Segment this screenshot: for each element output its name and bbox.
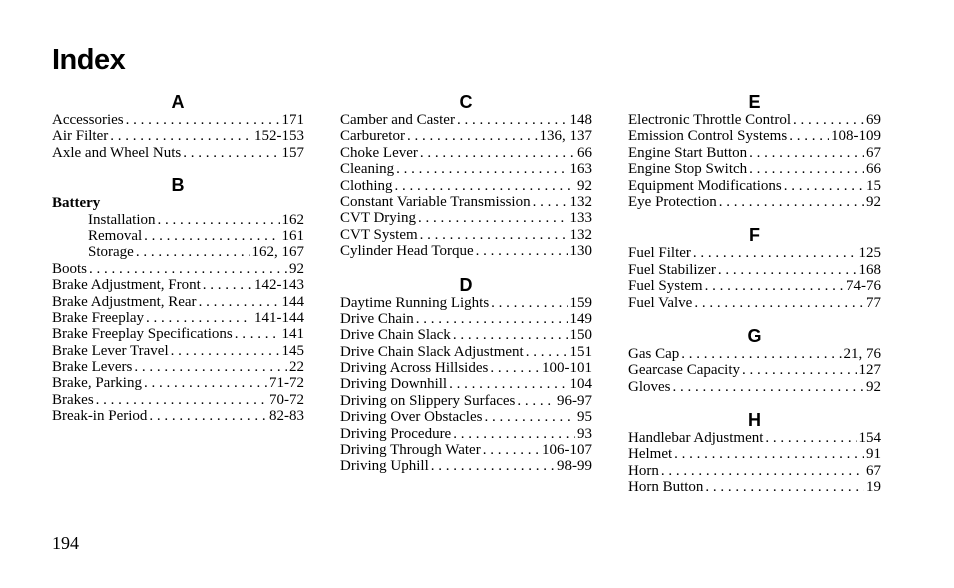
- index-entry: [52, 359, 304, 375]
- entry-term: Handlebar Adjustment: [628, 430, 764, 447]
- dot-leader: [517, 393, 555, 409]
- index-entry: [340, 458, 592, 474]
- section-d: [340, 275, 592, 475]
- entry-term: Driving Over Obstacles: [340, 409, 483, 426]
- index-entry: [340, 327, 592, 343]
- dot-leader: [705, 479, 864, 495]
- section-letter-c: C: [459, 92, 473, 112]
- entry-pages: 144: [281, 293, 304, 310]
- entry-term: Air Filter: [52, 128, 109, 145]
- dot-leader: [457, 112, 568, 128]
- index-entry: [52, 310, 304, 326]
- entry-pages: 67: [866, 462, 881, 479]
- index-entry: [628, 479, 881, 495]
- section-h: [628, 410, 881, 496]
- section-e: [628, 92, 881, 210]
- index-entry: [52, 128, 304, 144]
- page-number: 194: [52, 533, 79, 553]
- entry-pages: 92: [866, 378, 881, 395]
- entry-pages: 142-143: [254, 277, 304, 294]
- entry-pages: 127: [858, 362, 881, 379]
- entry-term: Fuel System: [628, 278, 703, 295]
- dot-leader: [96, 392, 267, 408]
- dot-leader: [793, 112, 864, 128]
- entry-pages: 15: [866, 177, 881, 194]
- index-sub-entry: [52, 212, 304, 228]
- entry-term: Horn: [628, 462, 659, 479]
- index-entry: [628, 379, 881, 395]
- entry-pages: 66: [577, 144, 592, 161]
- entry-term: Fuel Valve: [628, 294, 693, 311]
- entry-pages: 163: [569, 161, 592, 178]
- entry-pages: 74-76: [846, 278, 881, 295]
- entry-pages: 132: [569, 226, 592, 243]
- entry-pages: 168: [858, 261, 881, 278]
- dot-leader: [719, 194, 864, 210]
- entry-pages: 148: [569, 112, 592, 128]
- entry-term: Driving Downhill: [340, 376, 448, 393]
- dot-leader: [235, 326, 280, 342]
- entry-pages: 145: [281, 342, 304, 359]
- dot-leader: [742, 362, 856, 378]
- entry-term: Brake Lever Travel: [52, 342, 169, 359]
- entry-pages: 159: [569, 294, 592, 311]
- entry-term: Brake Adjustment, Rear: [52, 293, 197, 310]
- entry-term: CVT Drying: [340, 210, 416, 227]
- dot-leader: [749, 145, 864, 161]
- entry-pages: 104: [569, 376, 592, 393]
- entry-pages: 92: [577, 177, 592, 194]
- entry-term: Gearcase Capacity: [628, 362, 741, 379]
- entry-pages: 93: [577, 425, 592, 442]
- index-entry: [340, 112, 592, 128]
- index-entry: [628, 178, 881, 194]
- entry-term: Brake Adjustment, Front: [52, 277, 201, 294]
- entry-term: Daytime Running Lights: [340, 294, 490, 311]
- entry-pages: 66: [866, 161, 881, 178]
- dot-leader: [416, 311, 568, 327]
- entry-pages: 152-153: [254, 128, 304, 145]
- dot-leader: [491, 295, 567, 311]
- index-entry: [52, 261, 304, 277]
- entry-term: Brake Freeplay: [52, 309, 145, 326]
- index-entry: [52, 343, 304, 359]
- entry-term: Cleaning: [340, 161, 395, 178]
- index-column-1: [52, 92, 304, 425]
- dot-leader: [89, 261, 287, 277]
- entry-pages: 162, 167: [251, 244, 304, 261]
- index-heading-battery: Battery: [52, 195, 101, 212]
- index-entry: [52, 145, 304, 161]
- section-a: [52, 92, 304, 161]
- index-entry: [628, 278, 881, 294]
- entry-pages: 157: [281, 144, 304, 161]
- entry-term: Gas Cap: [628, 345, 680, 362]
- entry-term: Driving Across Hillsides: [340, 360, 489, 377]
- dot-leader: [718, 262, 857, 278]
- entry-term: CVT System: [340, 226, 418, 243]
- entry-term: Clothing: [340, 177, 393, 194]
- entries-g: [628, 346, 881, 395]
- index-entry: [52, 277, 304, 293]
- entry-term: Accessories: [52, 112, 124, 128]
- entry-term: Drive Chain Slack: [340, 327, 451, 344]
- entry-term: Brake, Parking: [52, 375, 142, 392]
- entry-term: Choke Lever: [340, 144, 418, 161]
- section-letter-d: D: [459, 274, 473, 295]
- dot-leader: [136, 244, 250, 260]
- index-column-3: [628, 92, 881, 496]
- dot-leader: [449, 376, 567, 392]
- entry-term: Horn Button: [628, 479, 704, 496]
- entry-term: Fuel Filter: [628, 245, 691, 262]
- entry-pages: 108-109: [831, 128, 881, 145]
- entry-term: Cylinder Head Torque: [340, 243, 474, 260]
- index-entry: [628, 112, 881, 128]
- dot-leader: [134, 359, 287, 375]
- dot-leader: [171, 343, 280, 359]
- index-entry: [340, 178, 592, 194]
- index-entry: [52, 392, 304, 408]
- entry-pages: 132: [569, 193, 592, 210]
- dot-leader: [483, 442, 540, 458]
- index-entry: [340, 145, 592, 161]
- index-entry: [628, 295, 881, 311]
- index-entry: [52, 375, 304, 391]
- entry-pages: 69: [866, 112, 881, 128]
- index-entry: [340, 376, 592, 392]
- index-entry: [52, 112, 304, 128]
- index-entry: [628, 245, 881, 261]
- dot-leader: [203, 277, 252, 293]
- dot-leader: [789, 128, 829, 144]
- dot-leader: [533, 194, 568, 210]
- dot-leader: [199, 294, 280, 310]
- entries-e: [628, 112, 881, 210]
- section-letter-b: B: [171, 175, 185, 196]
- index-entry: [340, 426, 592, 442]
- dot-leader: [396, 161, 567, 177]
- entry-pages: 92: [866, 193, 881, 210]
- dot-leader: [407, 128, 538, 144]
- section-c: [340, 92, 592, 260]
- entry-pages: 77: [866, 294, 881, 311]
- index-entry: [340, 393, 592, 409]
- entry-pages: 96-97: [557, 392, 592, 409]
- entry-pages: 70-72: [269, 391, 304, 408]
- entry-term: Driving Procedure: [340, 425, 452, 442]
- index-entry: [340, 311, 592, 327]
- section-letter-h: H: [748, 410, 761, 431]
- entry-term: Boots: [52, 260, 88, 277]
- dot-leader: [681, 346, 841, 362]
- entry-pages: 171: [281, 112, 304, 128]
- dot-leader: [146, 310, 252, 326]
- entry-term: Helmet: [628, 446, 673, 463]
- entry-pages: 22: [289, 359, 304, 376]
- index-entry: [628, 128, 881, 144]
- dot-leader: [395, 178, 575, 194]
- entry-pages: 92: [289, 260, 304, 277]
- entry-term: Brake Levers: [52, 359, 133, 376]
- entry-pages: 141: [281, 326, 304, 343]
- entry-term: Driving on Slippery Surfaces: [340, 392, 516, 409]
- entry-term: Removal: [88, 227, 143, 244]
- entry-term: Constant Variable Transmission: [340, 193, 531, 210]
- dot-leader: [694, 295, 864, 311]
- index-entry: [628, 430, 881, 446]
- entry-term: Engine Stop Switch: [628, 161, 748, 178]
- index-entry: [340, 409, 592, 425]
- dot-leader: [418, 210, 568, 226]
- entry-term: Engine Start Button: [628, 144, 748, 161]
- sub-entries-battery: [52, 212, 304, 261]
- dot-leader: [765, 430, 856, 446]
- entry-pages: 130: [569, 243, 592, 260]
- entry-term: Gloves: [628, 378, 671, 395]
- dot-leader: [673, 379, 865, 395]
- entry-term: Electronic Throttle Control: [628, 112, 792, 128]
- index-entry: [340, 128, 592, 144]
- entry-pages: 149: [569, 310, 592, 327]
- index-entry: [340, 227, 592, 243]
- dot-leader: [674, 446, 864, 462]
- entry-pages: 106-107: [542, 442, 592, 459]
- dot-leader: [144, 375, 267, 391]
- dot-leader: [453, 426, 575, 442]
- index-column-2: [340, 92, 592, 475]
- index-entry: [340, 442, 592, 458]
- dot-leader: [484, 409, 575, 425]
- dot-leader: [476, 243, 568, 259]
- dot-leader: [526, 344, 568, 360]
- entry-term: Emission Control Systems: [628, 128, 788, 145]
- index-entry: [628, 346, 881, 362]
- section-f: [628, 225, 881, 311]
- entry-pages: 82-83: [269, 408, 304, 425]
- entry-pages: 133: [569, 210, 592, 227]
- entry-term: Eye Protection: [628, 193, 717, 210]
- index-entry: [340, 210, 592, 226]
- index-entry: [340, 360, 592, 376]
- index-entry: [628, 194, 881, 210]
- dot-leader: [144, 228, 279, 244]
- entry-pages: 154: [858, 430, 881, 447]
- index-entry: [340, 243, 592, 259]
- entry-pages: 71-72: [269, 375, 304, 392]
- entry-pages: 95: [577, 409, 592, 426]
- index-entry: [340, 344, 592, 360]
- entry-term: Installation: [88, 211, 156, 228]
- entry-pages: 162: [281, 211, 304, 228]
- dot-leader: [110, 128, 252, 144]
- entry-pages: 151: [569, 343, 592, 360]
- entry-term: Camber and Caster: [340, 112, 455, 128]
- index-entry: [628, 362, 881, 378]
- page-title: Index: [52, 44, 126, 76]
- dot-leader: [661, 463, 864, 479]
- index-entry: [340, 295, 592, 311]
- entry-term: Driving Uphill: [340, 458, 429, 475]
- entry-term: Drive Chain Slack Adjustment: [340, 343, 524, 360]
- entry-term: Fuel Stabilizer: [628, 261, 716, 278]
- dot-leader: [431, 458, 555, 474]
- entry-pages: 67: [866, 144, 881, 161]
- entry-pages: 98-99: [557, 458, 592, 475]
- entry-pages: 161: [281, 227, 304, 244]
- entry-pages: 125: [858, 245, 881, 262]
- index-entry: [340, 194, 592, 210]
- dot-leader: [420, 145, 575, 161]
- entry-term: Equipment Modifications: [628, 177, 782, 194]
- entry-term: Drive Chain: [340, 310, 414, 327]
- entry-pages: 150: [569, 327, 592, 344]
- index-sub-entry: [52, 228, 304, 244]
- index-entry: [628, 463, 881, 479]
- dot-leader: [183, 145, 279, 161]
- section-letter-a: A: [171, 92, 185, 112]
- entry-pages: 91: [866, 446, 881, 463]
- entry-pages: 141-144: [254, 309, 304, 326]
- dot-leader: [693, 245, 857, 261]
- entry-term: Storage: [88, 244, 134, 261]
- index-entry: [628, 262, 881, 278]
- index-entry: [52, 326, 304, 342]
- section-b: [52, 175, 304, 424]
- entry-term: Brake Freeplay Specifications: [52, 326, 233, 343]
- index-entry: [340, 161, 592, 177]
- section-letter-g: G: [747, 325, 762, 346]
- entry-term: Carburetor: [340, 128, 405, 145]
- dot-leader: [453, 327, 568, 343]
- entries-d: [340, 295, 592, 475]
- index-entry: [628, 145, 881, 161]
- entry-pages: 136, 137: [539, 128, 592, 145]
- dot-leader: [158, 212, 280, 228]
- entries-f: [628, 245, 881, 311]
- entry-pages: 21, 76: [843, 345, 881, 362]
- index-entry: [628, 161, 881, 177]
- dot-leader: [420, 227, 568, 243]
- section-g: [628, 326, 881, 395]
- entries-h: [628, 430, 881, 496]
- dot-leader: [149, 408, 267, 424]
- entry-pages: 100-101: [542, 360, 592, 377]
- section-letter-e: E: [748, 92, 761, 112]
- index-entry: [628, 446, 881, 462]
- dot-leader: [705, 278, 844, 294]
- entries-c: [340, 112, 592, 260]
- dot-leader: [749, 161, 864, 177]
- entry-pages: 19: [866, 479, 881, 496]
- dot-leader: [490, 360, 540, 376]
- entries-a: [52, 112, 304, 161]
- index-entry: [52, 408, 304, 424]
- entry-term: Break-in Period: [52, 408, 148, 425]
- entry-term: Driving Through Water: [340, 442, 481, 459]
- entry-term: Axle and Wheel Nuts: [52, 144, 182, 161]
- entries-b: [52, 261, 304, 425]
- dot-leader: [126, 112, 280, 128]
- entry-term: Brakes: [52, 391, 94, 408]
- section-letter-f: F: [749, 225, 760, 246]
- index-sub-entry: [52, 244, 304, 260]
- dot-leader: [784, 178, 864, 194]
- index-entry: [52, 294, 304, 310]
